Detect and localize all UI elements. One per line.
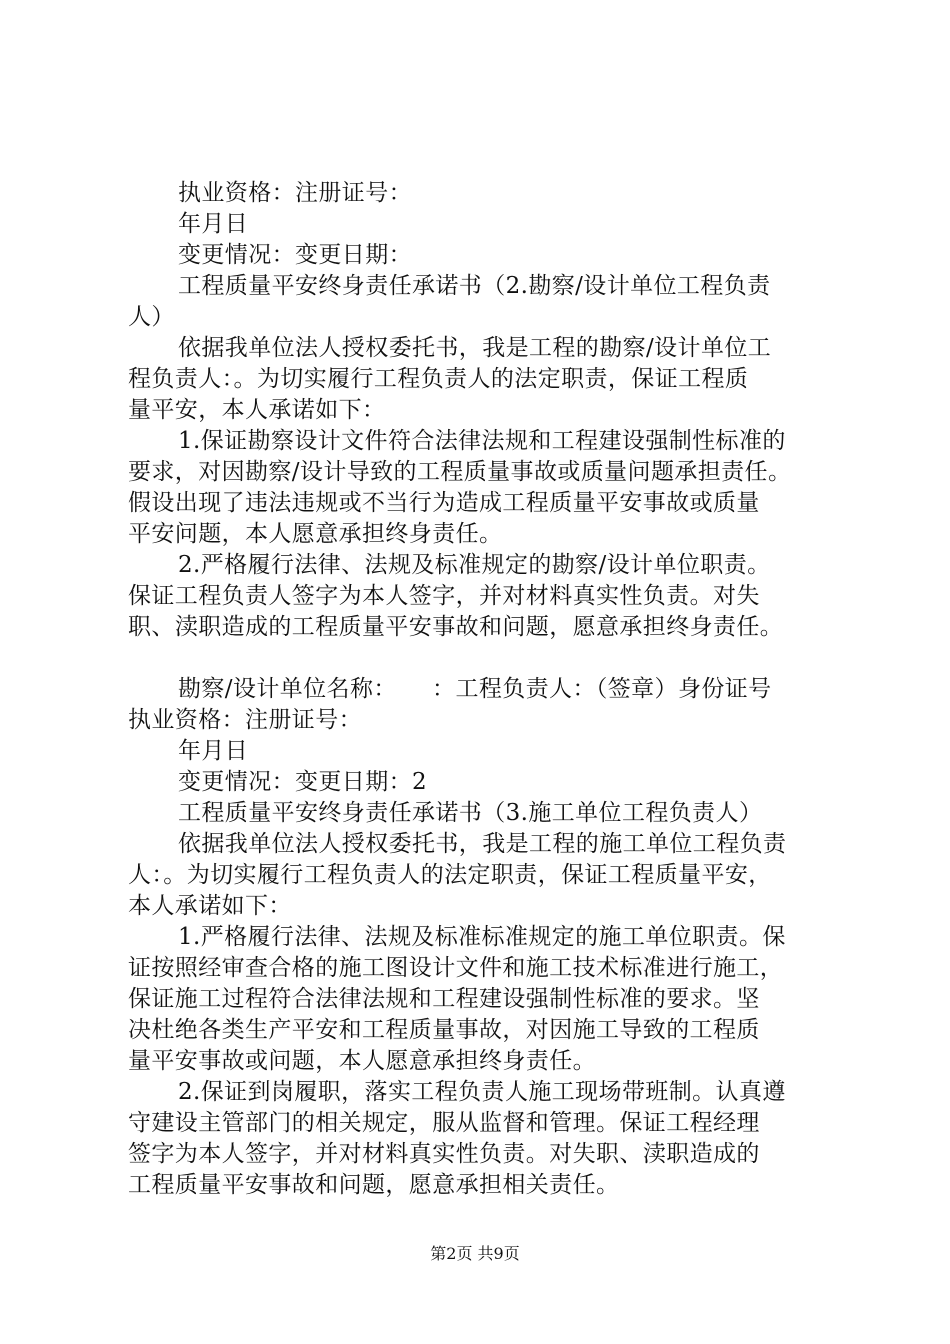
paragraph-line: 工程质量平安事故和问题，愿意承担相关责任。: [128, 1172, 620, 1198]
paragraph-line: 保证工程负责人签字为本人签字，并对材料真实性负责。对失: [128, 583, 760, 609]
paragraph-line: 1.保证勘察设计文件符合法律法规和工程建设强制性标准的: [178, 428, 786, 454]
text-line-qualification: 执业资格：注册证号：: [128, 707, 362, 733]
paragraph-line: 平安问题，本人愿意承担终身责任。: [128, 521, 503, 547]
text-line-qualification: 执业资格：注册证号：: [178, 180, 412, 206]
paragraph-line: 决杜绝各类生产平安和工程质量事故，对因施工导致的工程质: [128, 1017, 760, 1043]
section-title-construction: 工程质量平安终身责任承诺书（3.施工单位工程负责人）: [178, 800, 763, 826]
text-line-date: 年月日: [178, 738, 249, 764]
paragraph-line: 守建设主管部门的相关规定，服从监督和管理。保证工程经理: [128, 1110, 760, 1136]
page-footer: 第2页 共9页: [430, 1244, 520, 1263]
paragraph-line: 人：。为切实履行工程负责人的法定职责，保证工程质量平安，: [128, 862, 772, 888]
paragraph-line: 要求，对因勘察/设计导致的工程质量事故或质量问题承担责任。: [128, 459, 792, 485]
section-title-survey-design: 工程质量平安终身责任承诺书（2.勘察/设计单位工程负责: [178, 273, 771, 299]
paragraph-line: 1.严格履行法律、法规及标准标准规定的施工单位职责。保: [178, 924, 786, 950]
text-line-change: 变更情况：变更日期：2: [178, 769, 428, 795]
section-title-survey-design-cont: 人）: [128, 304, 175, 330]
paragraph-line: 假设出现了违法违规或不当行为造成工程质量平安事故或质量: [128, 490, 760, 516]
paragraph-line: 2.保证到岗履职，落实工程负责人施工现场带班制。认真遵: [178, 1079, 786, 1105]
paragraph-line: 量平安，本人承诺如下：: [128, 397, 386, 423]
paragraph-line: 依据我单位法人授权委托书，我是工程的勘察/设计单位工: [178, 335, 772, 361]
paragraph-line: 证按照经审查合格的施工图设计文件和施工技术标准进行施工，: [128, 955, 784, 981]
blank-line: [128, 643, 834, 674]
paragraph-line: 量平安事故或问题，本人愿意承担终身责任。: [128, 1048, 596, 1074]
paragraph-line: 本人承诺如下：: [128, 893, 292, 919]
paragraph-line: 依据我单位法人授权委托书，我是工程的施工单位工程负责: [178, 831, 787, 857]
document-body: [128, 178, 834, 1201]
paragraph-line: 程负责人：。为切实履行工程负责人的法定职责，保证工程质: [128, 366, 749, 392]
text-line-unit-name: 勘察/设计单位名称： ：工程负责人：（签章）身份证号: [178, 676, 772, 702]
paragraph-line: 2.严格履行法律、法规及标准规定的勘察/设计单位职责。: [178, 552, 771, 578]
text-line-date: 年月日: [178, 211, 249, 237]
paragraph-line: 职、渎职造成的工程质量平安事故和问题，愿意承担终身责任。: [128, 614, 784, 640]
text-line-change: 变更情况：变更日期：: [178, 242, 412, 268]
paragraph-line: 签字为本人签字，并对材料真实性负责。对失职、渎职造成的: [128, 1141, 760, 1167]
paragraph-line: 保证施工过程符合法律法规和工程建设强制性标准的要求。坚: [128, 986, 760, 1012]
